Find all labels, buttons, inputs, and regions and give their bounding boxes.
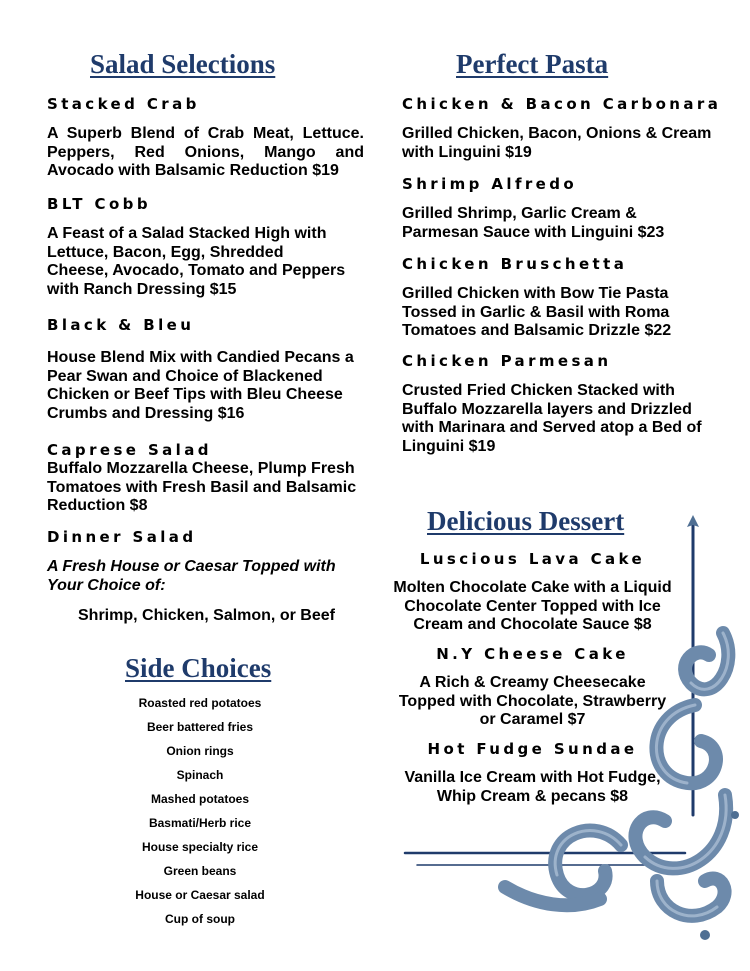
side-item: Mashed potatoes [150,792,249,806]
blt-cobb-name: BLT Cobb [47,195,151,213]
shrimp-alfredo-name: Shrimp Alfredo [402,175,578,193]
side-item: Cup of soup [165,912,235,926]
side-item: Spinach [176,768,224,782]
black-and-bleu-name: Black & Bleu [47,316,195,334]
side-item: House specialty rice [141,840,259,854]
stacked-crab-name: Stacked Crab [47,95,200,113]
dinner-salad-options: Shrimp, Chicken, Salmon, or Beef [78,607,335,624]
side-choices-list [100,695,300,935]
salad-selections-title: Salad Selections [90,49,276,79]
side-item: House or Caesar salad [135,888,265,902]
delicious-dessert-title: Delicious Dessert [427,506,625,536]
cheese-cake-description: A Rich & Creamy Cheesecake Topped with Chocolate, Strawberry or Caramel $7 [398,674,667,728]
hot-fudge-sundae-name: Hot Fudge Sundae [427,740,638,758]
side-item: Green beans [163,864,237,878]
carbonara-description: Grilled Chicken, Bacon, Onions & Cream with Linguini $19 [402,125,712,161]
chicken-bruschetta-name: Chicken Bruschetta [402,255,628,273]
caprese-salad-description: Buffalo Mozzarella Cheese, Plump Fresh Tomatoes with Fresh Basil and Balsamic Reduction $8 [47,460,357,514]
side-item: Onion rings [166,744,234,758]
side-item: Roasted red potatoes [138,696,262,710]
lava-cake-name: Luscious Lava Cake [419,550,646,568]
side-item: Beer battered fries [146,720,254,734]
side-choices-title: Side Choices [125,653,272,683]
black-and-bleu-description: House Blend Mix with Candied Pecans a Pear Swan and Choice of Blackened Chicken or Beef Tips with Bleu Cheese Crumbs and Dressing $16 [47,349,354,422]
chicken-bruschetta-description: Grilled Chicken with Bow Tie Pasta Tossed in Garlic & Basil with Roma Tomatoes and Balsamic Drizzle $22 [402,285,672,339]
stacked-crab-description: A Superb Blend of Crab Meat, Lettuce. Peppers, Red Onions, Mango and Avocado with Balsamic Reduction $19 [47,125,364,179]
side-item: Basmati/Herb rice [148,816,252,830]
chicken-parmesan-description: Crusted Fried Chicken Stacked with Buffalo Mozzarella layers and Drizzled with Marinara and Served atop a Bed of Linguini $19 [402,382,702,455]
blt-cobb-description: A Feast of a Salad Stacked High with Lettuce, Bacon, Egg, Shredded Cheese, Avocado, Tomato and Peppers with Ranch Dressing $15 [47,225,346,298]
dinner-salad-name: Dinner Salad [47,528,197,546]
hot-fudge-sundae-description: Vanilla Ice Cream with Hot Fudge, Whip Cream & pecans $8 [404,769,661,805]
caprese-salad-name: Caprese Salad [47,441,212,459]
cheese-cake-name: N.Y Cheese Cake [436,645,629,663]
dinner-salad-description: A Fresh House or Caesar Topped with Your Choice of: [47,558,336,594]
lava-cake-description: Molten Chocolate Cake with a Liquid Chocolate Center Topped with Ice Cream and Chocolate Sauce $8 [393,579,672,633]
carbonara-name: Chicken & Bacon Carbonara [402,95,722,113]
chicken-parmesan-name: Chicken Parmesan [402,352,612,370]
perfect-pasta-title: Perfect Pasta [456,49,609,79]
shrimp-alfredo-description: Grilled Shrimp, Garlic Cream & Parmesan Sauce with Linguini $23 [402,205,665,241]
